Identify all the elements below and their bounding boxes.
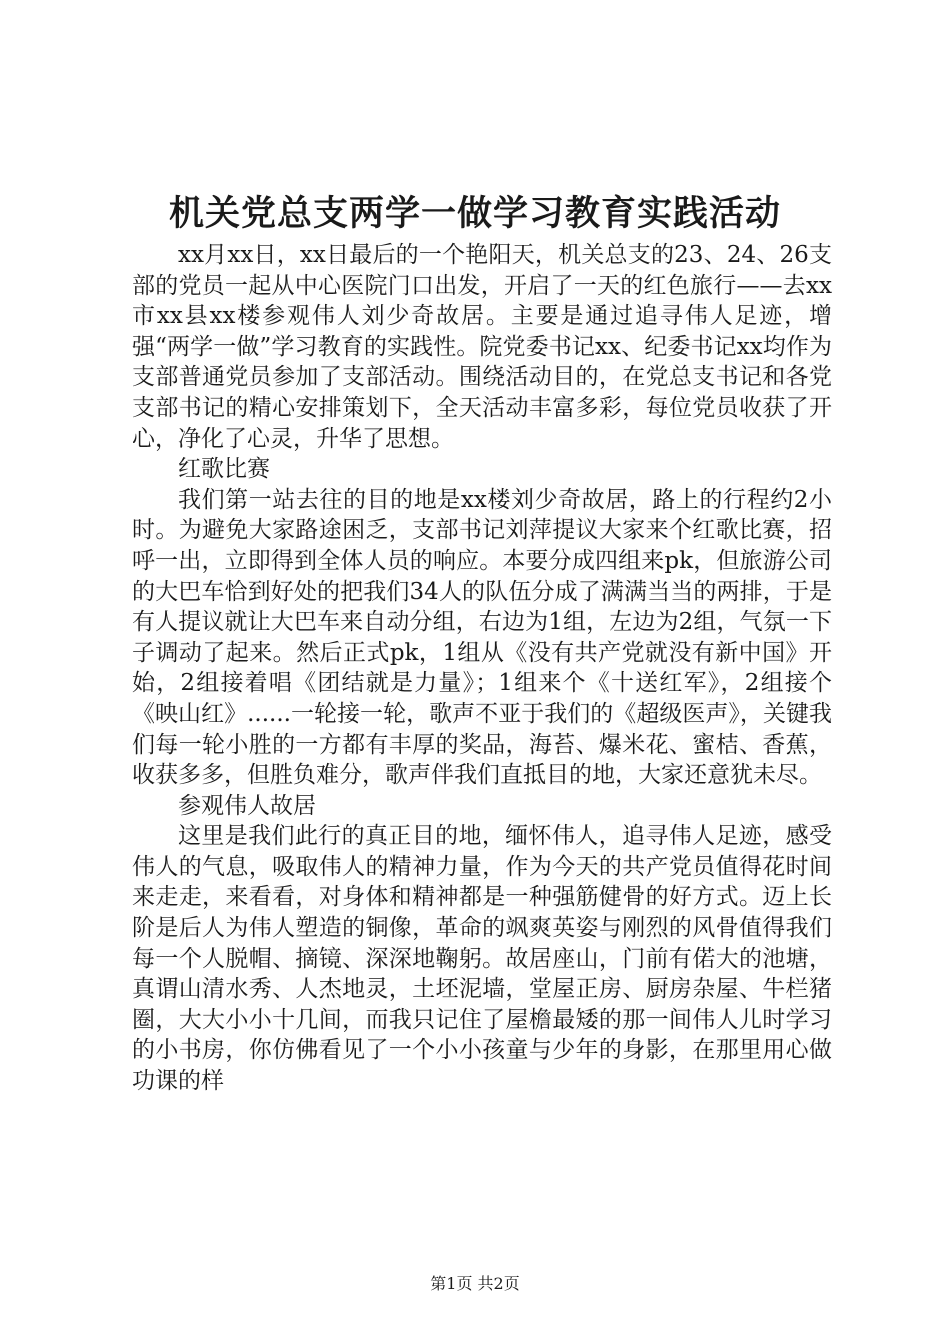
paragraph-intro: xx月xx日，xx日最后的一个艳阳天，机关总支的23、24、26支部的党员一起从中心医院门口出发，开启了一天的红色旅行——去xx市xx县xx楼参观伟人刘少奇故居。主要是通过追寻伟人足迹，增强“两学一做”学习教育的实践性。院党委书记xx、纪委书记xx均作为支部普通党员参加了支部活动。围绕活动目的，在党总支书记和各党支部书记的精心安排策划下，全天活动丰富多彩，每位党员收获了开心，净化了心灵，升华了思想。 bbox=[132, 242, 832, 452]
section-heading-red-song: 红歌比赛 bbox=[178, 456, 270, 483]
page-footer: 第1页 共2页 bbox=[430, 1274, 520, 1293]
section-heading-former-residence: 参观伟人故居 bbox=[178, 792, 316, 819]
document-body bbox=[132, 240, 832, 1097]
document-title: 机关党总支两学一做学习教育实践活动 bbox=[168, 193, 781, 234]
paragraph-red-song: 我们第一站去往的目的地是xx楼刘少奇故居，路上的行程约2小时。为避免大家路途困乏，支部书记刘萍提议大家来个红歌比赛，招呼一出，立即得到全体人员的响应。本要分成四组来pk，但旅游公司的大巴车恰到好处的把我们34人的队伍分成了满满当当的两排，于是有人提议就让大巴车来自动分组，右边为1组，左边为2组，气氛一下子调动了起来。然后正式pk，1组从《没有共产党就没有新中国》开始，2组接着唱《团结就是力量》；1组来个《十送红军》，2组接个《映山红》......一轮接一轮，歌声不亚于我们的《超级医声》，关键我们每一轮小胜的一方都有丰厚的奖品，海苔、爆米花、蜜桔、香蕉，收获多多，但胜负难分，歌声伴我们直抵目的地，大家还意犹未尽。 bbox=[132, 486, 832, 789]
paragraph-former-residence: 这里是我们此行的真正目的地，缅怀伟人，追寻伟人足迹，感受伟人的气息，吸取伟人的精神力量，作为今天的共产党员值得花时间来走走，来看看，对身体和精神都是一种强筋健骨的好方式。迈上长阶是后人为伟人塑造的铜像，革命的飒爽英姿与刚烈的风骨值得我们每一个人脱帽、摘镜、深深地鞠躬。故居座山，门前有偌大的池塘，真谓山清水秀、人杰地灵，土坯泥墙，堂屋正房、厨房杂屋、牛栏猪圈，大大小小十几间，而我只记住了屋檐最矮的那一间伟人儿时学习的小书房，你仿佛看见了一个小小孩童与少年的身影，在那里用心做功课的样 bbox=[132, 823, 832, 1095]
